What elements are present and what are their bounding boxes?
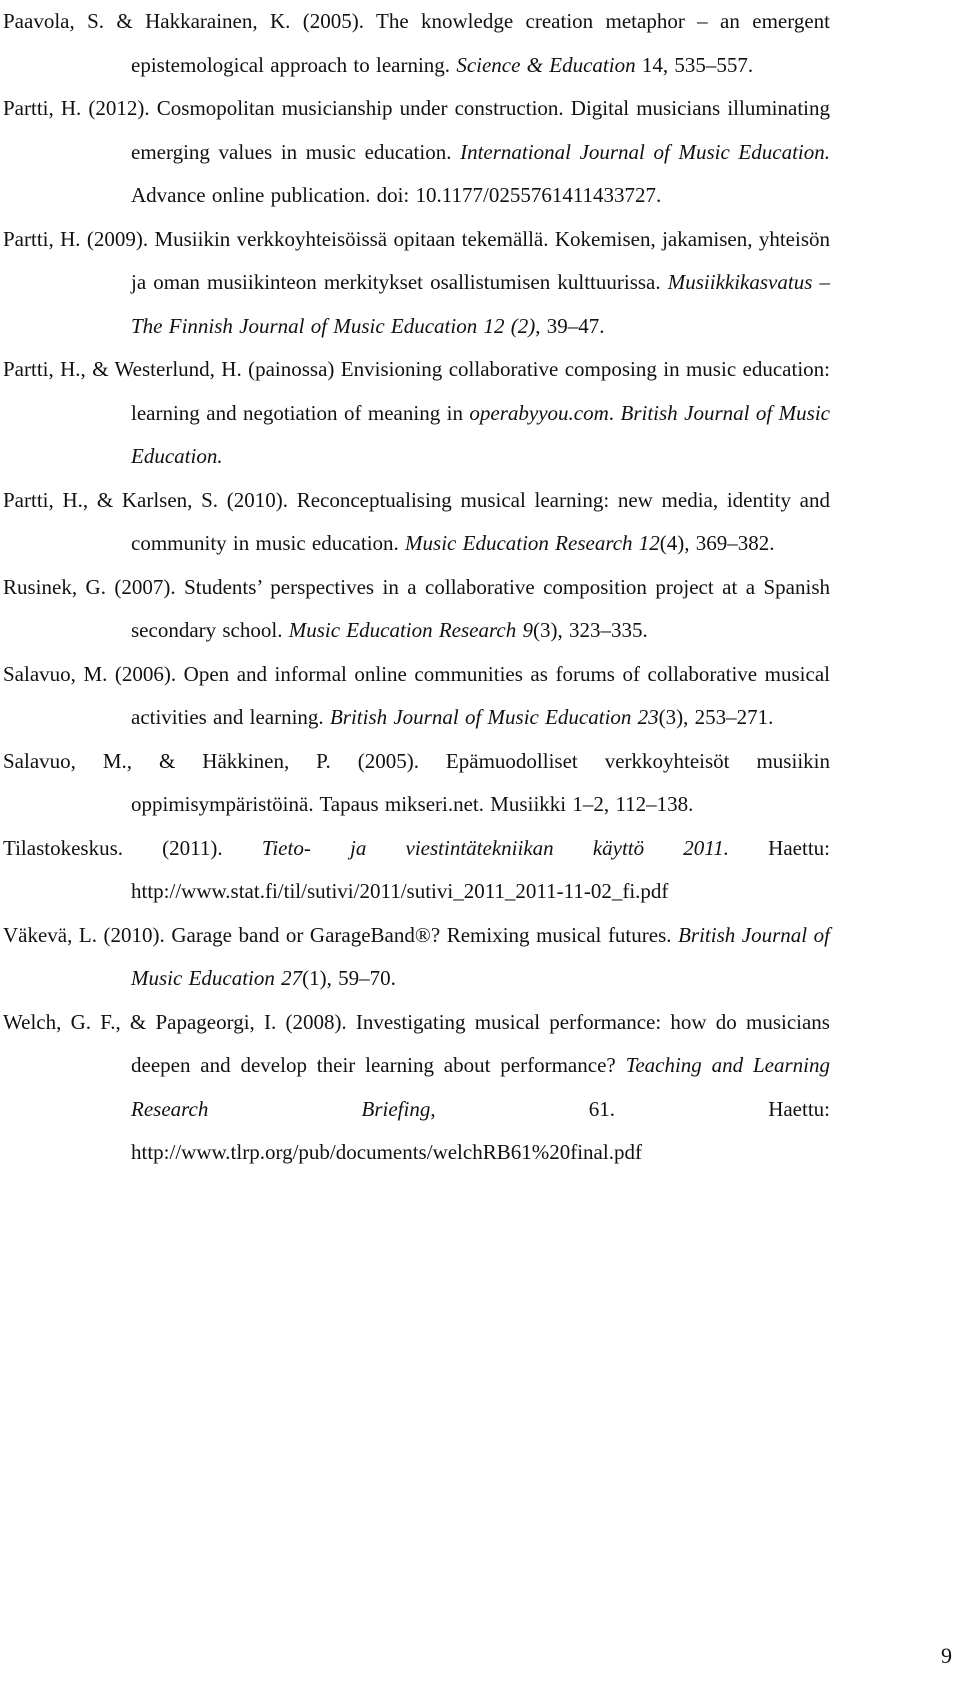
reference-authors: Partti, H., & Karlsen, S. (2010). xyxy=(3,487,297,512)
reference-title: Cosmopolitan musicianship under construction. Digital musicians illuminating emerging values in music education. xyxy=(131,96,830,164)
reference-authors: Welch, G. F., & Papageorgi, I. (2008). xyxy=(3,1009,356,1034)
reference-details: , 39–47. xyxy=(535,313,605,338)
reference-journal: Teaching and Learning Research Briefing xyxy=(131,1053,830,1121)
reference-details: 14, 535–557. xyxy=(635,52,754,77)
reference-title-italic: operabyyou.com xyxy=(469,400,609,425)
page-number: 9 xyxy=(941,1643,952,1668)
reference-entry-salavuo-hakkinen-2005 xyxy=(3,740,830,827)
reference-title: Reconceptualising musical learning: new media, identity and community in music education. xyxy=(131,487,830,555)
reference-title-after: . xyxy=(608,400,621,425)
reference-journal: British Journal of Music Education 23 xyxy=(329,705,659,729)
reference-title: (painossa) Envisioning collaborative composing in music education: learning and negotiation of meaning in xyxy=(131,357,830,425)
reference-details: Haettu: http://www.stat.fi/til/sutivi/2011/sutivi_2011_2011-11-02_fi.pdf xyxy=(131,835,830,903)
reference-entry-welch-papageorgi-2008 xyxy=(3,1001,830,1175)
reference-authors: Väkevä, L. (2010). xyxy=(3,922,172,947)
reference-entry-tilastokeskus-2011 xyxy=(3,827,830,914)
reference-authors: Salavuo, M. (2006). xyxy=(3,661,184,686)
reference-entry-partti-2012 xyxy=(3,87,830,218)
reference-details: (3), 323–335. xyxy=(532,618,648,642)
reference-journal: Music Education Research 9 xyxy=(288,618,533,642)
reference-title: Students’ perspectives in a collaborative composition project at a Spanish secondary school. xyxy=(131,574,830,642)
reference-authors: Partti, H. (2012). xyxy=(3,96,157,120)
reference-authors: Tilastokeskus. (2011). xyxy=(3,835,262,860)
reference-details: (4), 369–382. xyxy=(659,531,775,555)
reference-details: , 61. Haettu: http://www.tlrp.org/pub/documents/welchRB61%20final.pdf xyxy=(131,1096,831,1164)
reference-entry-paavola-2005 xyxy=(3,0,830,87)
reference-entry-rusinek-2007 xyxy=(3,566,830,653)
reference-journal: Science & Education xyxy=(456,52,636,77)
reference-journal: British Journal of Music Education. xyxy=(131,400,830,468)
reference-details: (3), 253–271. xyxy=(658,705,774,729)
reference-details: Advance online publication. doi: 10.1177/0255761411433727. xyxy=(131,183,662,207)
reference-journal: International Journal of Music Education. xyxy=(460,139,831,164)
reference-journal: Tieto- ja viestintätekniikan käyttö 2011. xyxy=(261,835,729,860)
reference-journal: Music Education Research 12 xyxy=(405,531,660,555)
reference-authors: Salavuo, M., & Häkkinen, P. (2005). xyxy=(3,748,446,773)
reference-entry-partti-karlsen-2010 xyxy=(3,479,830,566)
reference-authors: Rusinek, G. (2007). xyxy=(3,574,185,599)
reference-title: Investigating musical performance: how do musicians deepen and develop their learning about performance? xyxy=(131,1009,830,1077)
reference-title: Musiikin verkkoyhteisöissä opitaan tekemällä. Kokemisen, jakamisen, yhteisön ja oman musiikinteon merkitykset osallistumisen kulttuurissa. xyxy=(131,226,830,294)
reference-title: Open and informal online communities as forums of collaborative musical activities and learning. xyxy=(131,661,830,729)
reference-title: Garage band or GarageBand®? Remixing musical futures. xyxy=(171,922,679,947)
reference-entry-vakeva-2010 xyxy=(3,914,830,1001)
reference-entry-partti-2009 xyxy=(3,218,830,349)
reference-journal: Musiikkikasvatus – The Finnish Journal of Music Education 12 (2) xyxy=(131,270,830,338)
reference-list xyxy=(3,0,830,1175)
reference-authors: Paavola, S. & Hakkarainen, K. (2005). xyxy=(3,9,376,33)
reference-journal: British Journal of Music Education 27 xyxy=(131,922,830,990)
reference-title: The knowledge creation metaphor – an emergent epistemological approach to learning. xyxy=(131,9,830,77)
reference-title: Epämuodolliset verkkoyhteisöt musiikin oppimisympäristöinä. Tapaus mikseri.net. Musiikki 1–2, 112–138. xyxy=(131,748,830,816)
reference-authors: Partti, H., & Westerlund, H. xyxy=(3,357,249,381)
reference-authors: Partti, H. (2009). xyxy=(3,226,155,251)
reference-entry-salavuo-2006 xyxy=(3,653,830,740)
reference-entry-partti-westerlund xyxy=(3,348,830,479)
reference-details: (1), 59–70. xyxy=(302,966,396,990)
